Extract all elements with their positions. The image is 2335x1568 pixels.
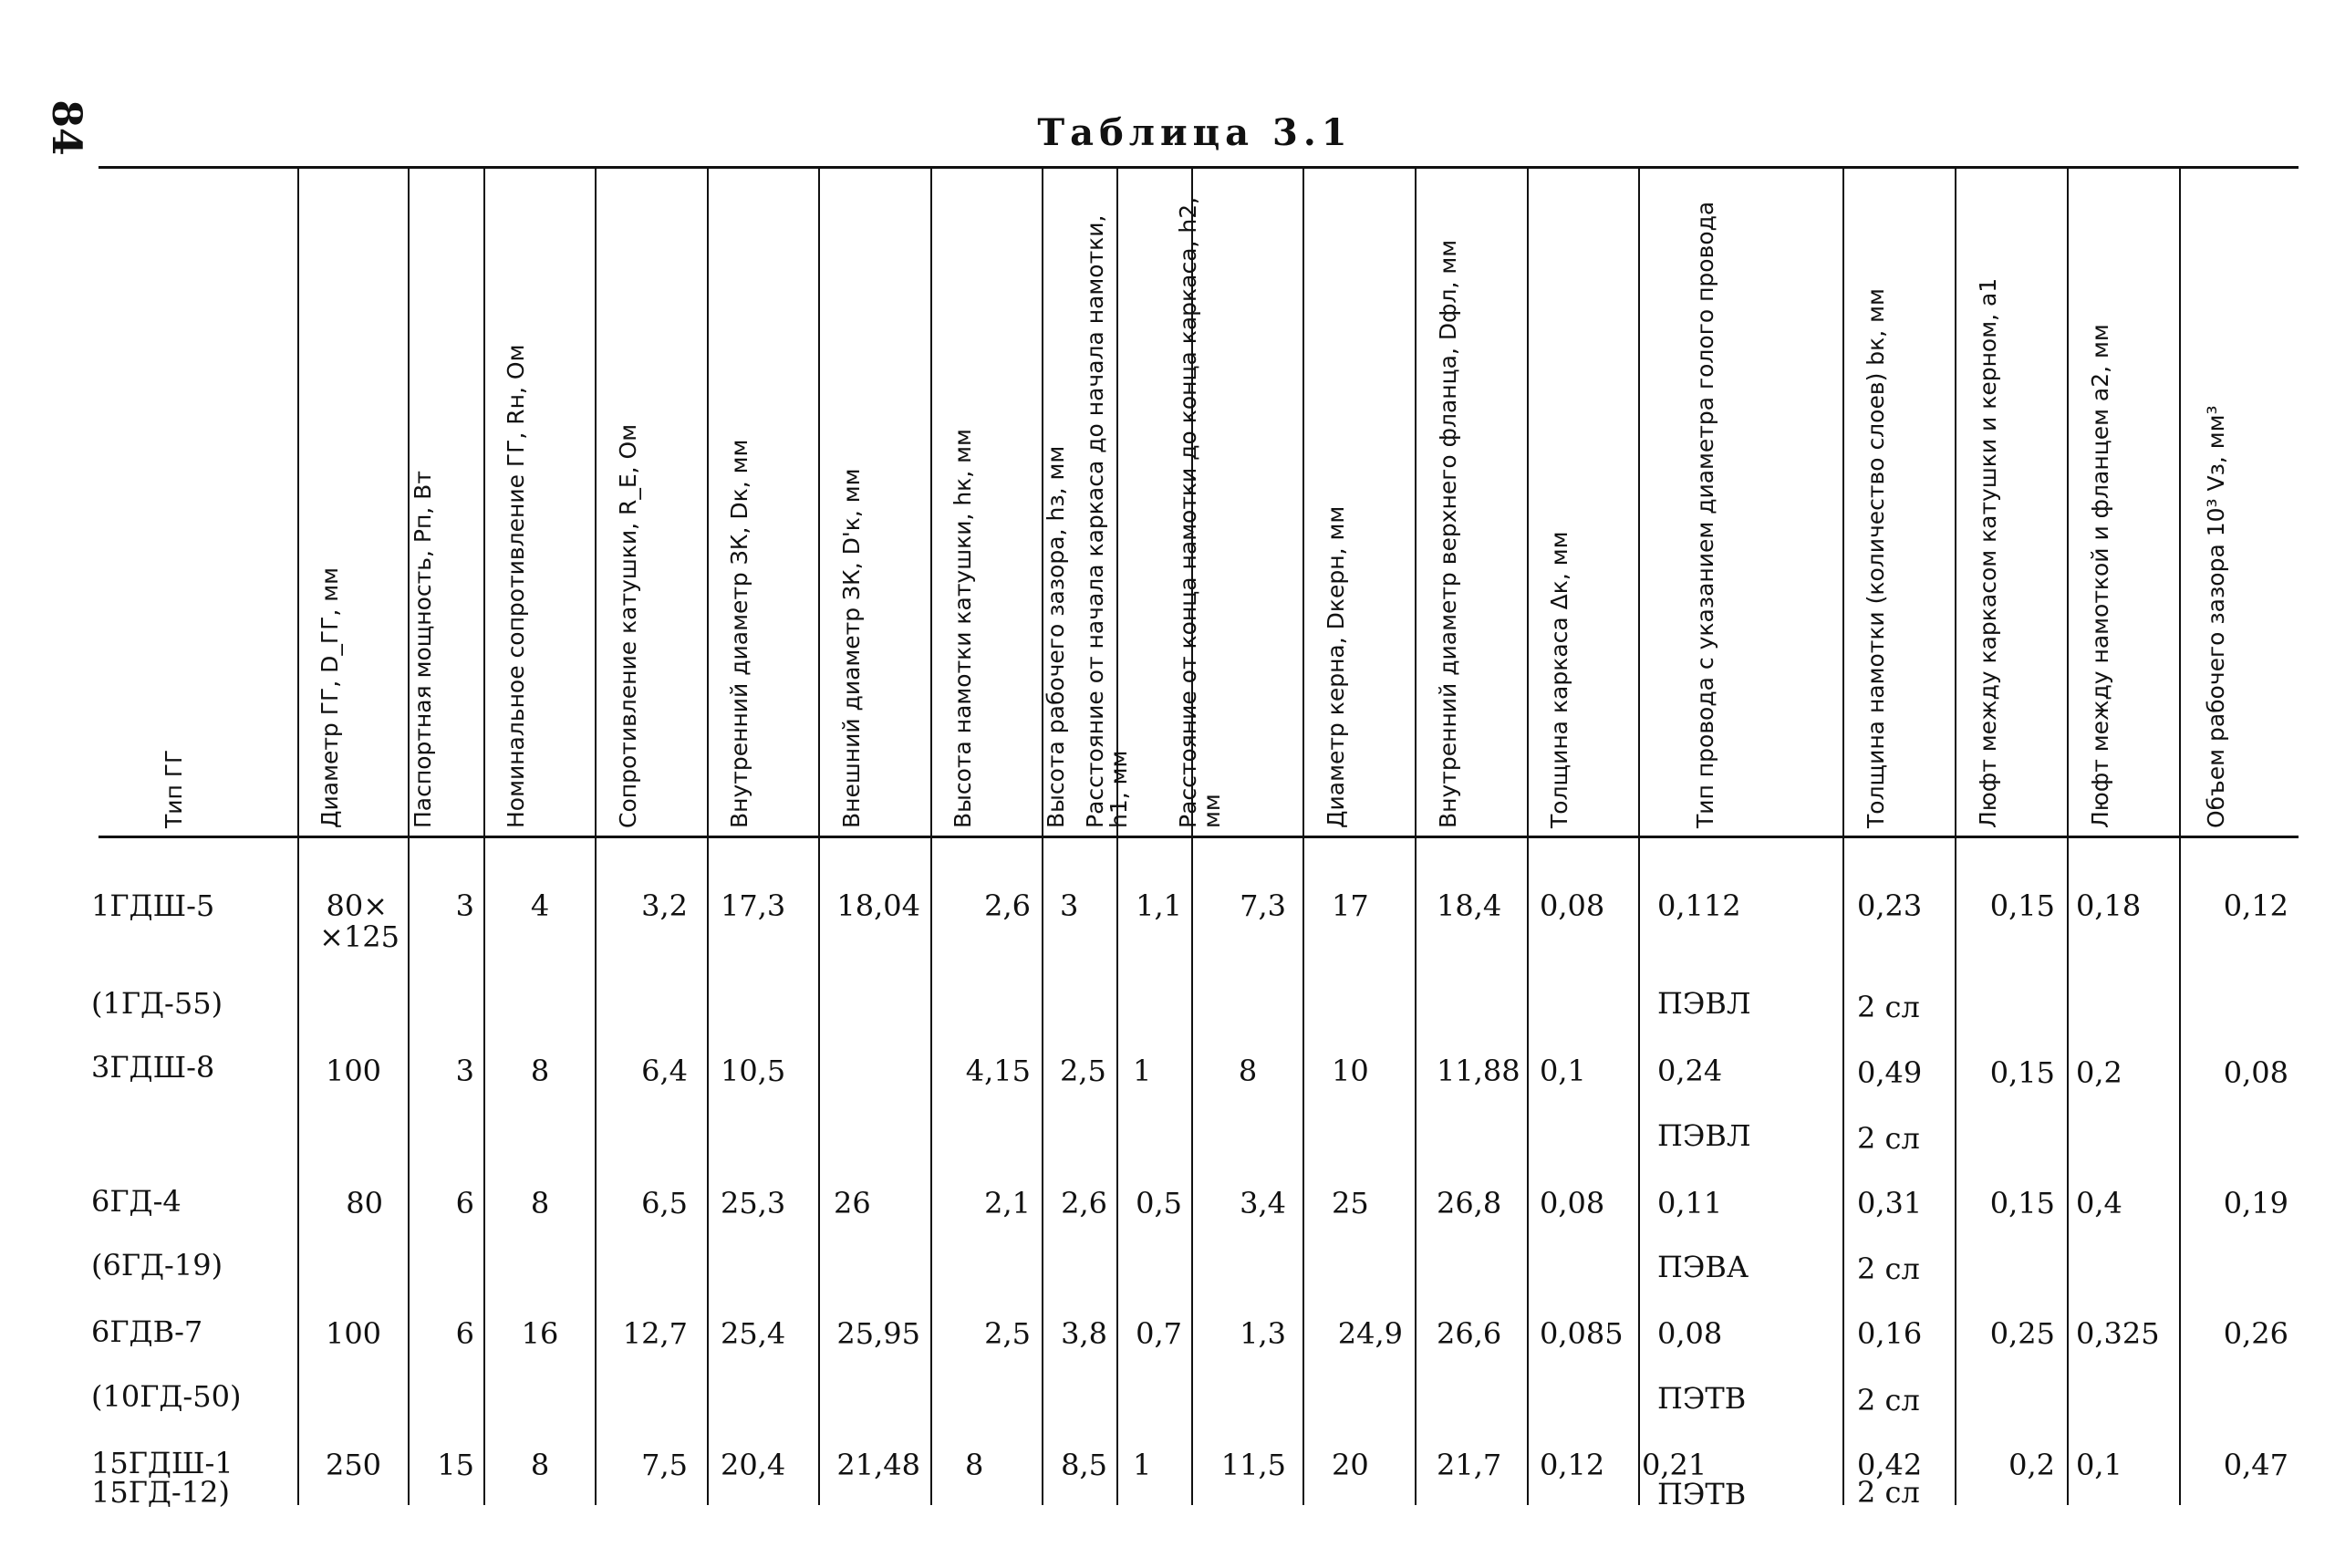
table-cell: 0,2 <box>2076 1055 2122 1090</box>
table-cell: 8 <box>530 1448 550 1482</box>
header-cell-type <box>99 168 297 836</box>
table-cell: 0,26 <box>2223 1316 2288 1351</box>
table-cell: ПЭТВ <box>1657 1381 1747 1416</box>
header-label: Тип ГГ <box>161 749 187 828</box>
table-cell: 0,21 <box>1642 1448 1707 1482</box>
table-cell: 6 <box>455 1186 474 1220</box>
header-cell-play-a1 <box>1956 168 2067 836</box>
table-cell: 7,3 <box>1240 888 1286 923</box>
header-cell-coil-resistance <box>597 168 707 836</box>
table-cell: 0,112 <box>1657 888 1741 923</box>
header-cell-flange-diameter <box>1417 168 1527 836</box>
table-cell: ×125 <box>319 919 400 954</box>
header-cell-play-a2 <box>2069 168 2179 836</box>
header-label: Внутренний диаметр верхнего фланца, Dфл, мм <box>1434 239 1461 828</box>
table-cell: 17 <box>1332 888 1369 923</box>
table-cell: 1,3 <box>1240 1316 1286 1351</box>
table-cell: 8 <box>530 1054 550 1088</box>
header-cell-wire-type <box>1640 168 1842 836</box>
table-cell: 21,7 <box>1437 1448 1502 1482</box>
table-cell: 0,11 <box>1657 1186 1723 1220</box>
header-cell-outer-diameter <box>820 168 930 836</box>
table-cell: 10,5 <box>721 1054 786 1088</box>
table-cell: 3 <box>455 888 474 923</box>
header-cell-gap-volume <box>2181 168 2299 836</box>
header-cell-frame-thickness <box>1529 168 1638 836</box>
table-cell: 6,4 <box>641 1054 688 1088</box>
table-cell: 25,4 <box>721 1316 786 1351</box>
table-cell: 0,16 <box>1857 1316 1923 1351</box>
header-label: Сопротивление катушки, R_Е, Ом <box>614 423 641 828</box>
header-cell-winding-thickness <box>1844 168 1955 836</box>
table-cell: 8,5 <box>1061 1448 1107 1482</box>
header-label: Расстояние от конца намотки до конца каркаса, h2, мм <box>1175 196 1225 828</box>
header-label: Толщина намотки (количество слоев) bк, мм <box>1862 288 1889 828</box>
header-label: Внутренний диаметр ЗК, Dк, мм <box>726 439 752 828</box>
table-cell: 80 <box>346 1186 383 1220</box>
table-cell: 25,95 <box>836 1316 920 1351</box>
table-cell: 2,6 <box>1061 1186 1107 1220</box>
header-cell-power <box>410 168 483 836</box>
table-cell: 3,2 <box>641 888 688 923</box>
header-label: Номинальное сопротивление ГГ, Rн, Ом <box>503 344 529 828</box>
header-label: Диаметр керна, Dкерн, мм <box>1322 505 1349 828</box>
table-cell: 2,1 <box>984 1186 1031 1220</box>
table-cell: 0,7 <box>1136 1316 1182 1351</box>
table-cell: 0,18 <box>2076 888 2142 923</box>
table-cell: 0,25 <box>1989 1316 2055 1351</box>
table-cell: 0,08 <box>2223 1055 2288 1090</box>
table-cell: 15 <box>437 1448 474 1482</box>
table-cell: ПЭВА <box>1657 1250 1749 1284</box>
table-cell: 0,42 <box>1857 1448 1923 1482</box>
table-cell: 4,15 <box>965 1054 1031 1088</box>
table-cell: 100 <box>325 1316 382 1351</box>
table-cell: 0,19 <box>2223 1186 2288 1220</box>
table-cell: 1,1 <box>1136 888 1182 923</box>
table-cell: 6,5 <box>641 1186 688 1220</box>
table-cell: 2,5 <box>1060 1054 1106 1088</box>
header-label: Толщина каркаса Δк, мм <box>1546 531 1572 828</box>
header-cell-inner-diameter <box>709 168 818 836</box>
table-cell: 0,15 <box>1989 1055 2055 1090</box>
table-cell: 2 сл <box>1857 1383 1920 1417</box>
header-label: Паспортная мощность, Pп, Вт <box>409 471 436 828</box>
header-label: Диаметр ГГ, D_ГГ, мм <box>316 567 343 828</box>
header-cell-winding-height <box>932 168 1042 836</box>
table-cell: 0,24 <box>1657 1054 1723 1088</box>
table-cell: 17,3 <box>721 888 786 923</box>
header-cell-diameter <box>299 168 408 836</box>
table-cell: 26,6 <box>1437 1316 1502 1351</box>
header-label: Внешний диаметр ЗК, D'к, мм <box>837 468 865 828</box>
table-cell: (10ГД-50) <box>91 1379 242 1414</box>
header-cell-nominal-resistance <box>485 168 595 836</box>
header-cell-core-diameter <box>1304 168 1415 836</box>
table-cell: 0,5 <box>1136 1186 1182 1220</box>
table-cell: ПЭВЛ <box>1657 1118 1751 1153</box>
header-label: Люфт между намоткой и фланцем a2, мм <box>2086 324 2113 828</box>
table-cell: 21,48 <box>836 1448 920 1482</box>
table-cell: 2 сл <box>1857 1251 1920 1286</box>
table-cell: 0,15 <box>1989 1186 2055 1220</box>
table-cell: 15ГД-12) <box>91 1475 230 1510</box>
table-cell: 16 <box>521 1316 559 1351</box>
table-cell: 0,085 <box>1540 1316 1624 1351</box>
table-cell: 26,8 <box>1437 1186 1502 1220</box>
table-cell: 250 <box>325 1448 382 1482</box>
table-cell: ПЭВЛ <box>1657 986 1751 1021</box>
table-cell: 20,4 <box>721 1448 786 1482</box>
header-label: Высота намотки катушки, hк, мм <box>950 429 976 828</box>
header-bottom-rule <box>99 836 2299 838</box>
header-cell-h2 <box>1175 168 1302 836</box>
table-cell: 2 сл <box>1857 1121 1920 1156</box>
table-cell: 18,04 <box>836 888 920 923</box>
table-cell: 0,23 <box>1857 888 1923 923</box>
table-cell: 2,5 <box>984 1316 1031 1351</box>
table-cell: 8 <box>1238 1054 1258 1088</box>
table-cell: 0,1 <box>2076 1448 2122 1482</box>
table-cell: 15ГДШ-1 <box>91 1446 234 1480</box>
table-cell: 0,15 <box>1989 888 2055 923</box>
table-cell: ПЭТВ <box>1657 1477 1747 1511</box>
header-label: Расстояние от начала каркаса до начала намотки, h1, мм <box>1082 214 1132 828</box>
table-cell: 7,5 <box>641 1448 688 1482</box>
table-cell: 8 <box>530 1186 550 1220</box>
table-cell: 0,08 <box>1540 1186 1605 1220</box>
table-cell: 6ГДВ-7 <box>91 1314 203 1349</box>
header-label: Люфт между каркасом катушки и керном, a1 <box>1974 277 2001 828</box>
header-label: Высота рабочего зазора, hз, мм <box>1043 445 1069 828</box>
table-cell: 3 <box>455 1054 474 1088</box>
table-cell: 11,88 <box>1437 1054 1520 1088</box>
table-cell: 0,08 <box>1657 1316 1723 1351</box>
table-cell: 18,4 <box>1437 888 1502 923</box>
table-cell: 0,47 <box>2223 1448 2288 1482</box>
table-title: Таблица 3.1 <box>1037 111 1353 154</box>
table-cell: 6ГД-4 <box>91 1184 182 1219</box>
table-cell: 1 <box>1133 1054 1152 1088</box>
table-cell: 10 <box>1332 1054 1369 1088</box>
table-cell: 0,2 <box>2008 1448 2055 1482</box>
header-label: Объем рабочего зазора 10³ Vз, мм³ <box>2202 405 2229 828</box>
table-cell: 3,4 <box>1240 1186 1286 1220</box>
table-cell: 80× <box>326 888 388 923</box>
table-cell: 25,3 <box>721 1186 786 1220</box>
table-cell: 3ГДШ-8 <box>91 1050 215 1085</box>
table-cell: 6 <box>455 1316 474 1351</box>
header-label: Тип провода с указанием диаметра голого провода <box>1692 201 1718 828</box>
table-cell: 0,4 <box>2076 1186 2122 1220</box>
table-cell: 0,31 <box>1857 1186 1923 1220</box>
table-cell: 0,1 <box>1540 1054 1586 1088</box>
table-cell: 24,9 <box>1337 1316 1403 1351</box>
table-cell: 1ГДШ-5 <box>91 888 215 923</box>
page-number: 84 <box>43 99 89 156</box>
table-cell: 20 <box>1332 1448 1369 1482</box>
table-cell: 3 <box>1060 888 1079 923</box>
table-cell: 2 сл <box>1857 1475 1920 1510</box>
table-cell: (6ГД-19) <box>91 1248 223 1282</box>
table-cell: 25 <box>1332 1186 1369 1220</box>
table-cell: 0,49 <box>1857 1055 1923 1090</box>
table-cell: 0,12 <box>2223 888 2288 923</box>
table-cell: 12,7 <box>622 1316 688 1351</box>
table-cell: 8 <box>965 1448 984 1482</box>
table-cell: 1 <box>1133 1448 1152 1482</box>
table-cell: 2 сл <box>1857 990 1920 1024</box>
table-cell: 4 <box>530 888 550 923</box>
table-cell: 100 <box>325 1054 382 1088</box>
table-cell: 26 <box>834 1186 871 1220</box>
table-cell: 2,6 <box>984 888 1031 923</box>
table-cell: 0,325 <box>2076 1316 2160 1351</box>
table-cell: (1ГД-55) <box>91 986 223 1021</box>
table-cell: 11,5 <box>1220 1448 1286 1482</box>
table-cell: 3,8 <box>1061 1316 1107 1351</box>
table-cell: 0,12 <box>1540 1448 1605 1482</box>
table-cell: 0,08 <box>1540 888 1605 923</box>
